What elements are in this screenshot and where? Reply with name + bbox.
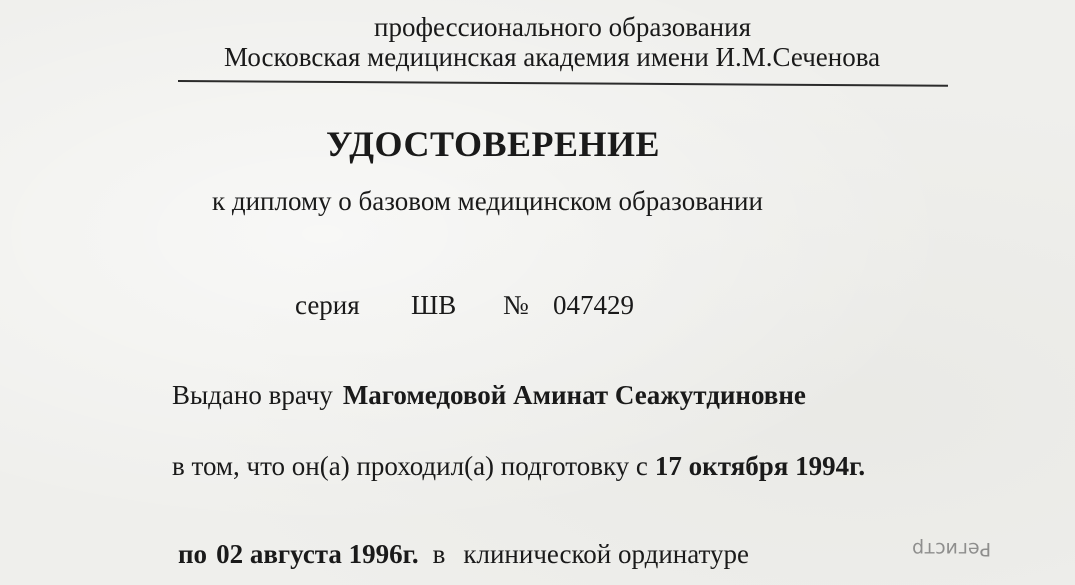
serial-label: серия bbox=[295, 290, 360, 320]
training-line bbox=[172, 453, 865, 480]
training-prefix: в том, что он(а) проходил(а) подготовку с bbox=[172, 451, 648, 481]
period-line bbox=[178, 541, 749, 568]
registration-stamp-text: Регистр bbox=[912, 538, 992, 560]
document-title: УДОСТОВЕРЕНИЕ bbox=[326, 124, 661, 164]
issued-prefix: Выдано врачу bbox=[172, 380, 333, 410]
period-place: клинической ординатуре bbox=[463, 539, 749, 569]
period-middle: в bbox=[432, 539, 446, 569]
header-divider bbox=[178, 80, 948, 87]
header-line-academy: Московская медицинская академия имени И.М.Сеченова bbox=[224, 42, 881, 72]
period-prefix: по bbox=[178, 539, 208, 569]
recipient-name: Магомедовой Аминат Сеажутдиновне bbox=[342, 380, 806, 410]
document-subtitle: к диплому о базовом медицинском образовании bbox=[212, 186, 763, 216]
period-end-date: 02 августа 1996г. bbox=[216, 539, 419, 569]
issued-line bbox=[172, 382, 806, 409]
serial-number: 047429 bbox=[553, 290, 634, 320]
header-line-education: профессионального образования bbox=[374, 12, 751, 42]
training-start-date: 17 октября 1994г. bbox=[654, 451, 866, 481]
serial-number-sign: № bbox=[503, 290, 529, 320]
serial-series: ШВ bbox=[411, 290, 457, 320]
